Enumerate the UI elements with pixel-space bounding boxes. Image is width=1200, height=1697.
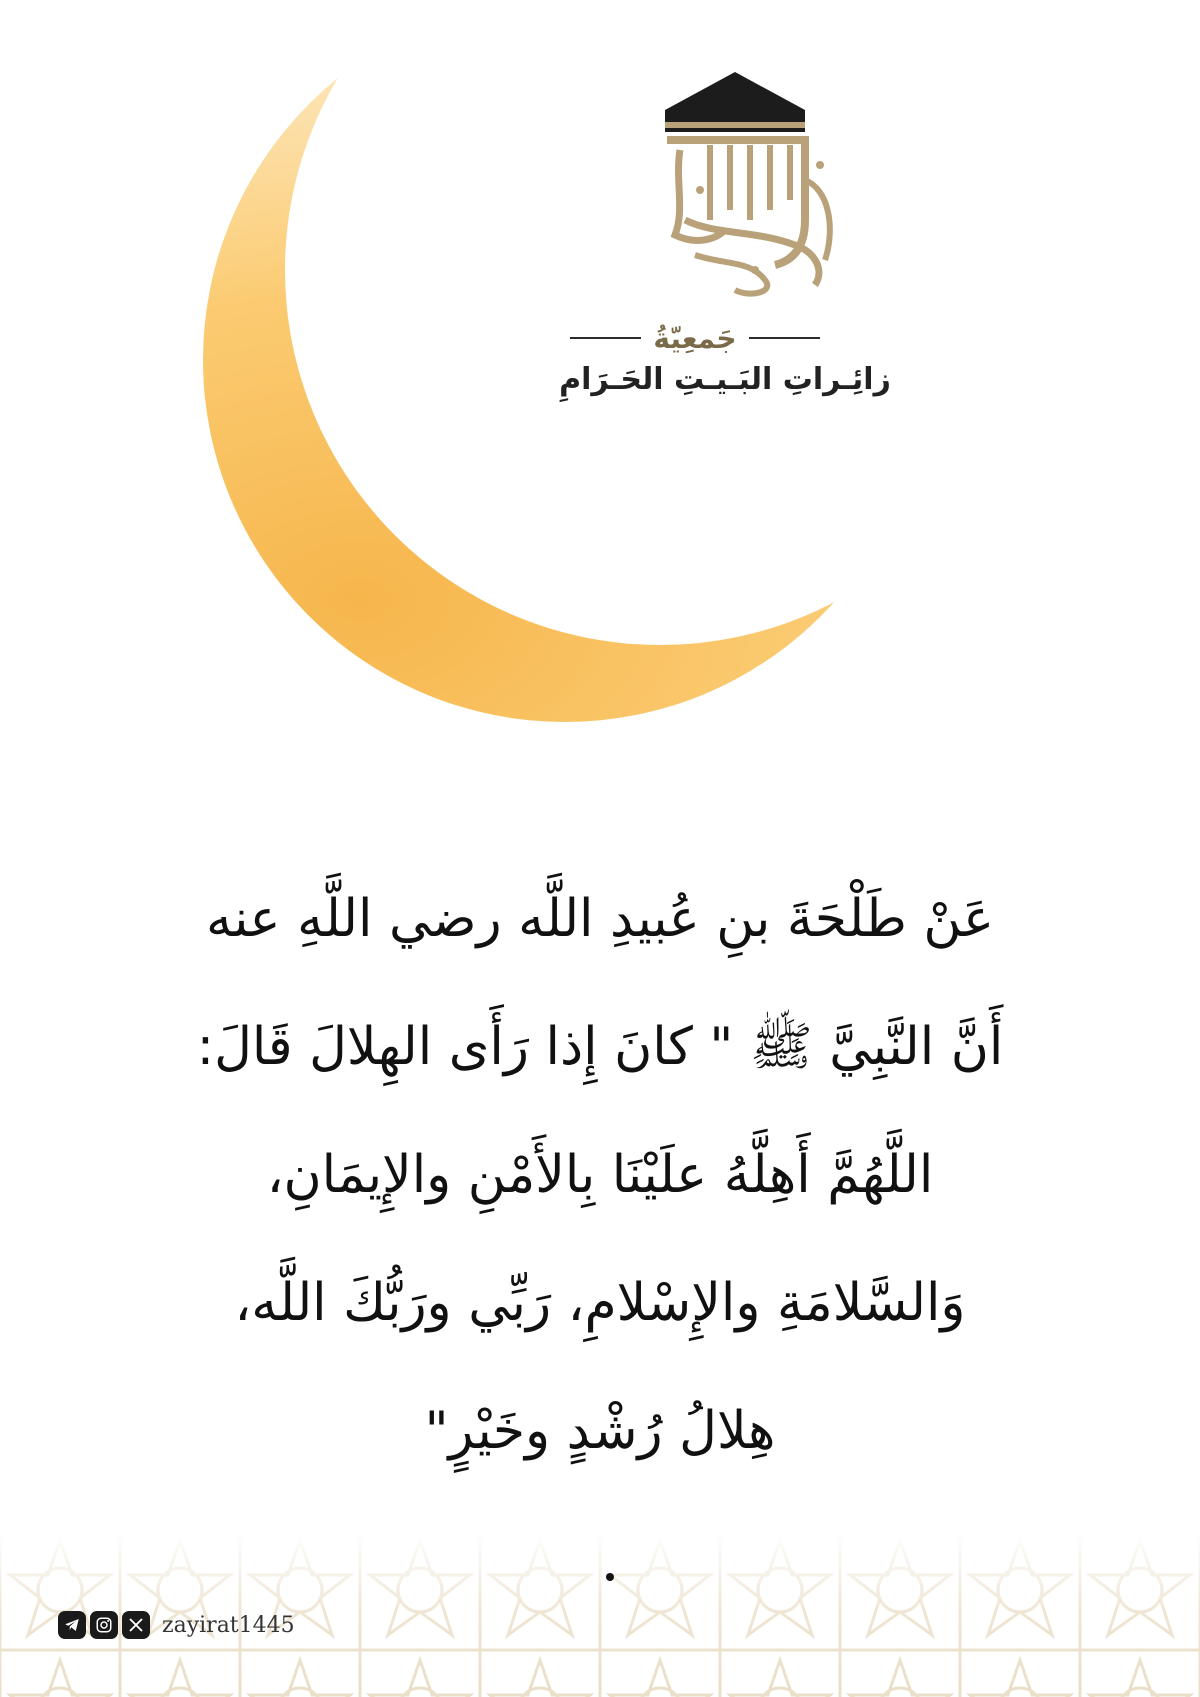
x-icon[interactable] bbox=[122, 1611, 150, 1639]
org-name-line2: زائِـراتِ البَـيـتِ الحَـرَامِ bbox=[559, 362, 891, 397]
hadith-line: أَنَّ النَّبِيَّ ﷺ " كانَ إِذا رَأَى الهِلالَ قَالَ: bbox=[196, 1017, 1004, 1077]
social-links bbox=[58, 1610, 295, 1640]
crescent-moon bbox=[0, 0, 1200, 800]
org-name-line1: جَمعِيّةُ bbox=[653, 321, 737, 355]
instagram-icon[interactable] bbox=[90, 1611, 118, 1639]
divider-line bbox=[570, 337, 641, 339]
hadith-line: اللَّهُمَّ أَهِلَّهُ علَيْنَا بِالأَمْنِ والإِيمَانِ، bbox=[266, 1145, 934, 1205]
org-title-row bbox=[570, 318, 820, 358]
telegram-icon[interactable] bbox=[58, 1611, 86, 1639]
hadith-line: هِلالُ رُشْدٍ وخَيْرٍ" bbox=[424, 1401, 776, 1461]
hadith-line: عَنْ طَلْحَةَ بنِ عُبيدِ اللَّه رضي اللَّهِ عنه bbox=[205, 889, 995, 949]
dot-mark bbox=[606, 1573, 614, 1581]
hadith-line: وَالسَّلامَةِ والإِسْلامِ، رَبِّي ورَبُّكَ اللَّه، bbox=[234, 1273, 966, 1333]
kaaba-logo bbox=[655, 70, 855, 300]
hadith-text bbox=[90, 855, 1110, 1495]
divider-line bbox=[749, 337, 820, 339]
social-handle[interactable]: zayirat1445 bbox=[162, 1612, 295, 1638]
